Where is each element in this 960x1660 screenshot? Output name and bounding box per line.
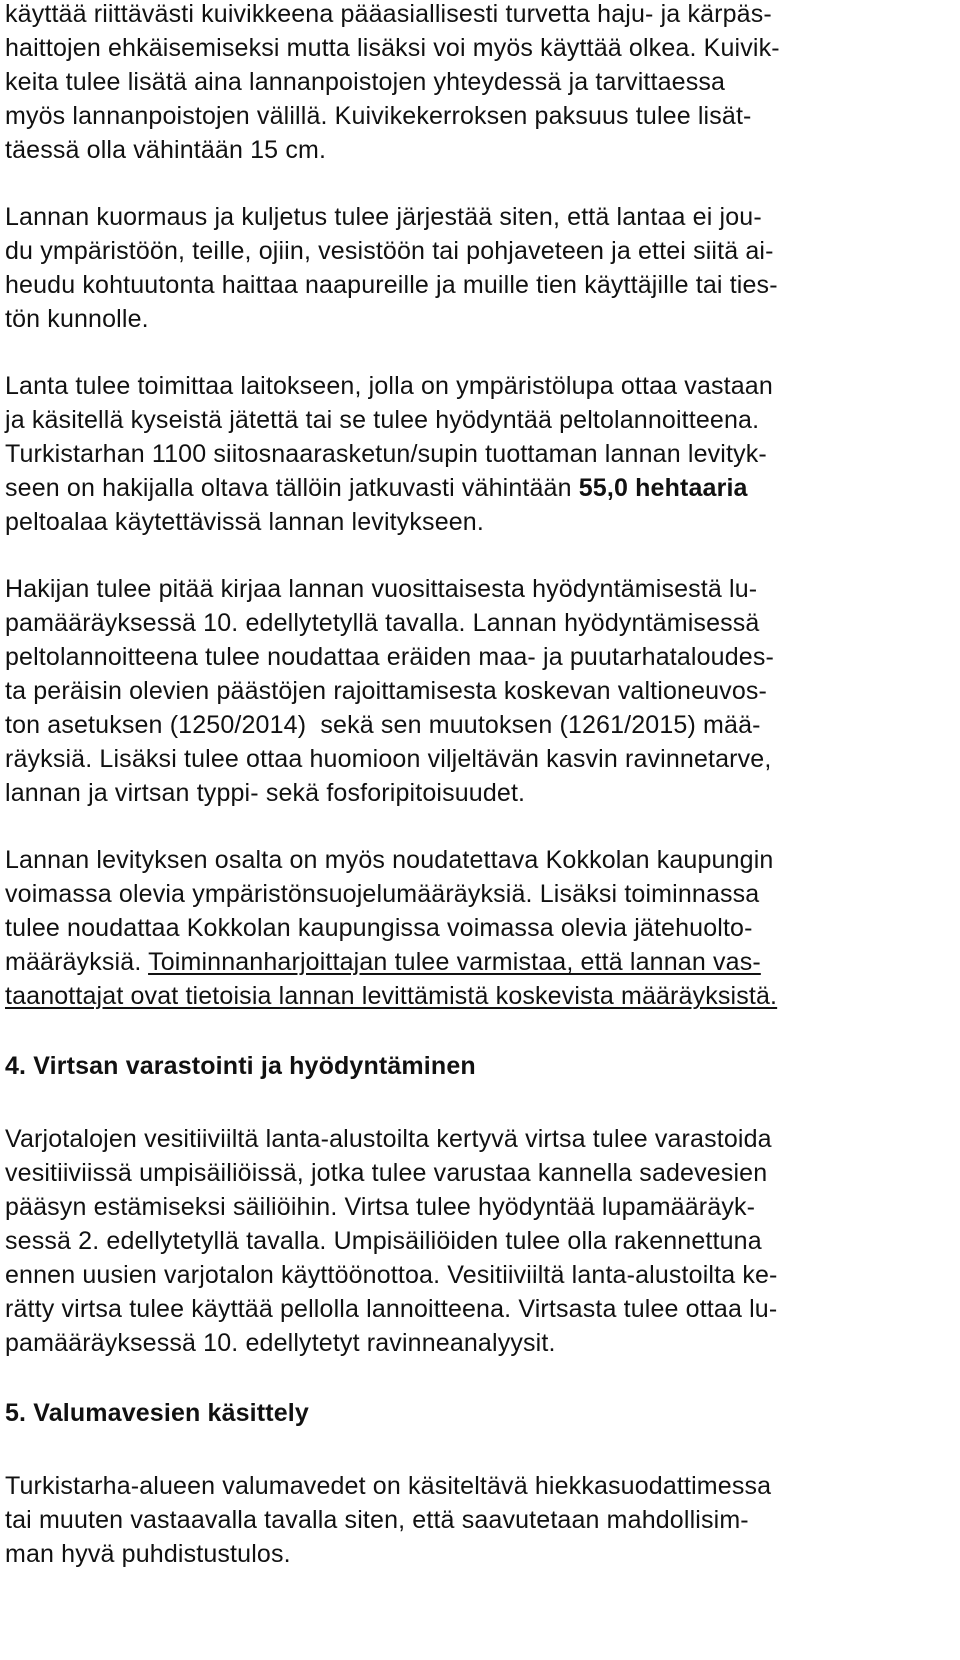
paragraph-line: peltolannoitteena tulee noudattaa eräiden maa- ja puutarhataloudes- (5, 643, 774, 671)
paragraph-line: voimassa olevia ympäristönsuojelumääräyksiä. Lisäksi toiminnassa (5, 880, 760, 908)
paragraph-line: du ympäristöön, teille, ojiin, vesistöön tai pohjaveteen ja ettei siitä ai- (5, 237, 774, 265)
bold-area-value: 55,0 hehtaaria (578, 474, 748, 502)
paragraph-line: räyksiä. Lisäksi tulee ottaa huomioon viljeltävän kasvin ravinnetarve, (5, 745, 772, 773)
underlined-text: taanottajat ovat tietoisia lannan levittämistä koskevista määräyksistä. (5, 982, 778, 1010)
paragraph-line: lannan ja virtsan typpi- sekä fosforipitoisuudet. (5, 779, 526, 807)
paragraph-line: haittojen ehkäisemiseksi mutta lisäksi voi myös käyttää olkea. Kuivik- (5, 34, 780, 62)
paragraph-line: Turkistarha-alueen valumavedet on käsiteltävä hiekkasuodattimessa (5, 1472, 772, 1500)
paragraph-line: Turkistarhan 1100 siitosnaarasketun/supin tuottaman lannan levityk- (5, 440, 767, 468)
paragraph-line: ta peräisin olevien päästöjen rajoittamisesta koskevan valtioneuvos- (5, 677, 768, 705)
paragraph-line: vesitiiviissä umpisäiliöissä, jotka tulee varustaa kannella sadevesien (5, 1159, 768, 1187)
paragraph-line: Hakijan tulee pitää kirjaa lannan vuosittaisesta hyödyntämisestä lu- (5, 575, 758, 603)
paragraph-line: Varjotalojen vesitiiviiltä lanta-alustoilta kertyvä virtsa tulee varastoida (5, 1125, 772, 1153)
paragraph-line: rätty virtsa tulee käyttää pellolla lannoitteena. Virtsasta tulee ottaa lu- (5, 1295, 778, 1323)
paragraph-line: Lanta tulee toimittaa laitokseen, jolla on ympäristölupa ottaa vastaan (5, 372, 773, 400)
paragraph-line: käyttää riittävästi kuivikkeena pääasiallisesti turvetta haju- ja kärpäs- (5, 0, 772, 28)
section-heading: 5. Valumavesien käsittely (5, 1399, 309, 1427)
paragraph-line: pamääräyksessä 10. edellytetyt ravinneanalyysit. (5, 1329, 556, 1357)
paragraph-line: tulee noudattaa Kokkolan kaupungissa voimassa olevia jätehuolto- (5, 914, 753, 942)
underlined-text: Toiminnanharjoittajan tulee varmistaa, että lannan vas- (148, 948, 761, 976)
section-heading: 4. Virtsan varastointi ja hyödyntäminen (5, 1052, 476, 1080)
paragraph-line: ja käsitellä kyseistä jätettä tai se tulee hyödyntää peltolannoitteena. (5, 406, 760, 434)
paragraph-line: pääsyn estämiseksi säiliöihin. Virtsa tulee hyödyntää lupamääräyk- (5, 1193, 756, 1221)
paragraph-line: man hyvä puhdistustulos. (5, 1540, 291, 1568)
paragraph-line: Lannan kuormaus ja kuljetus tulee järjestää siten, että lantaa ei jou- (5, 203, 762, 231)
paragraph-line: myös lannanpoistojen välillä. Kuivikekerroksen paksuus tulee lisät- (5, 102, 752, 130)
paragraph-text: määräyksiä. (5, 948, 149, 976)
paragraph-line: tön kunnolle. (5, 305, 149, 333)
paragraph-line: Lannan levityksen osalta on myös noudatettava Kokkolan kaupungin (5, 846, 774, 874)
paragraph-line (5, 979, 777, 1013)
paragraph-line: peltoalaa käytettävissä lannan levitykseen. (5, 508, 484, 536)
paragraph-line: täessä olla vähintään 15 cm. (5, 136, 327, 164)
paragraph-line: sessä 2. edellytetyllä tavalla. Umpisäiliöiden tulee olla rakennettuna (5, 1227, 762, 1255)
paragraph-text: seen on hakijalla oltava tällöin jatkuvasti vähintään (5, 474, 579, 502)
paragraph-line: ton asetuksen (1250/2014) sekä sen muutoksen (1261/2015) mää- (5, 711, 761, 739)
paragraph-line: keita tulee lisätä aina lannanpoistojen yhteydessä ja tarvittaessa (5, 68, 726, 96)
paragraph-line: tai muuten vastaavalla tavalla siten, että saavutetaan mahdollisim- (5, 1506, 749, 1534)
paragraph-line: pamääräyksessä 10. edellytetyllä tavalla. Lannan hyödyntämisessä (5, 609, 760, 637)
paragraph-line (5, 471, 748, 505)
paragraph-line (5, 945, 761, 979)
paragraph-line: heudu kohtuutonta haittaa naapureille ja muille tien käyttäjille tai ties- (5, 271, 778, 299)
paragraph-line: ennen uusien varjotalon käyttöönottoa. Vesitiiviiltä lanta-alustoilta ke- (5, 1261, 778, 1289)
